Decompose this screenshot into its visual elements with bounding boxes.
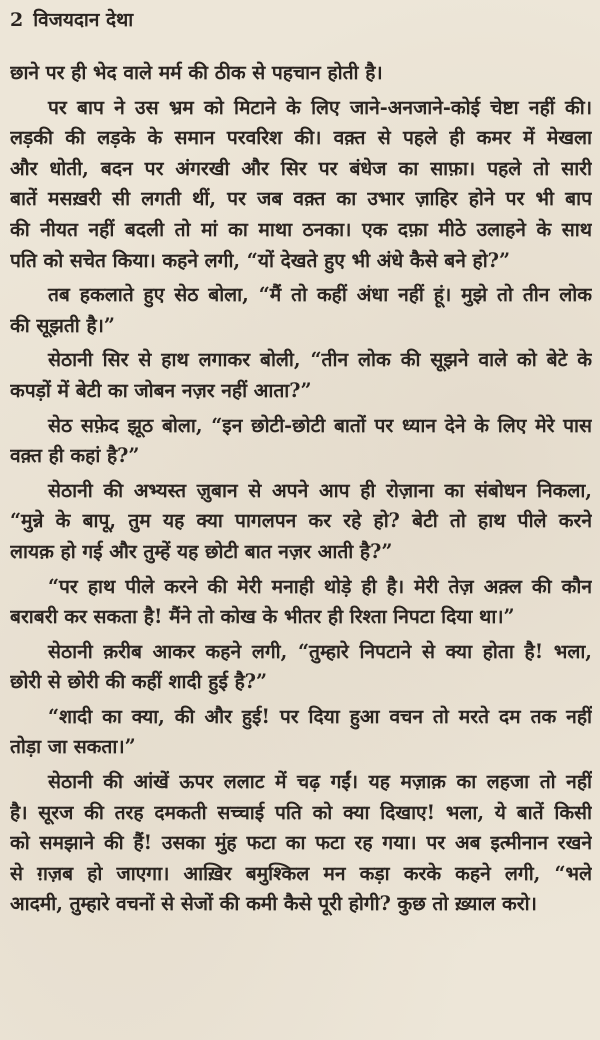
text-line: सेठानी की आंखें ऊपर ललाट में चढ़ गईं। यह मज़ाक़ का लहजा तो नहीं bbox=[48, 770, 592, 794]
text-line: पति को सचेत किया। कहने लगी, “यों देखते हुए भी अंधे कैसे बने हो?” bbox=[10, 248, 510, 272]
text-line: लायक़ हो गई और तुम्हें यह छोटी बात नज़र आती है?” bbox=[10, 539, 393, 563]
body-text bbox=[10, 58, 592, 920]
text-line: और धोती, बदन पर अंगरखी और सिर पर बंधेज का साफ़ा। पहले तो सारी bbox=[10, 156, 592, 180]
author-name: विजयदान देथा bbox=[33, 9, 134, 31]
text-line: तोड़ा जा सकता।” bbox=[10, 735, 136, 759]
text-line: को समझाने की हैं! उसका मुंह फटा का फटा रह गया। पर अब इत्मीनान रखने bbox=[10, 831, 592, 855]
text-line: है। सूरज की तरह दमकती सच्चाई पति को क्या दिखाए! भला, ये बातें किसी bbox=[10, 800, 592, 824]
text-line: लड़की की लड़के के समान परवरिश की। वक़्त से पहले ही कमर में मेखला bbox=[10, 126, 592, 150]
text-line: “शादी का क्या, की और हुई! पर दिया हुआ वचन तो मरते दम तक नहीं bbox=[48, 704, 592, 728]
text-line: से ग़ज़ब हो जाएगा। आख़िर बमुश्किल मन कड़ा करके कहने लगी, “भले bbox=[10, 861, 592, 885]
text-line: तब हकलाते हुए सेठ बोला, “मैं तो कहीं अंधा नहीं हूं। मुझे तो तीन लोक bbox=[48, 283, 592, 307]
running-header bbox=[10, 8, 133, 32]
text-line: बातें मसख़री सी लगती थीं, पर जब वक़्त का उभार ज़ाहिर होने पर भी बाप bbox=[10, 187, 592, 211]
text-line: वक़्त ही कहां है?” bbox=[10, 444, 140, 468]
page-number: 2 bbox=[10, 9, 24, 31]
text-line: कपड़ों में बेटी का जोबन नज़र नहीं आता?” bbox=[10, 378, 312, 402]
text-line: छाने पर ही भेद वाले मर्म की ठीक से पहचान होती है। bbox=[10, 61, 383, 84]
text-line: “मुन्ने के बापू, तुम यह क्या पागलपन कर रहे हो? बेटी तो हाथ पीले करने bbox=[10, 509, 592, 533]
text-line: सेठ सफ़ेद झूठ बोला, “इन छोटी-छोटी बातों पर ध्यान देने के लिए मेरे पास bbox=[48, 413, 592, 437]
text-line: पर बाप ने उस भ्रम को मिटाने के लिए जाने-अनजाने-कोई चेष्टा नहीं की। bbox=[48, 95, 592, 119]
text-line: सेठानी की अभ्यस्त ज़ुबान से अपने आप ही रोज़ाना का संबोधन निकला, bbox=[48, 478, 592, 502]
text-line: बराबरी कर सकता है! मैंने तो कोख के भीतर ही रिश्ता निपटा दिया था।” bbox=[10, 605, 515, 629]
text-line: आदमी, तुम्हारे वचनों से सेजों की कमी कैसे पूरी होगी? कुछ तो ख़्याल करो। bbox=[10, 892, 537, 916]
text-line: की सूझती है।” bbox=[10, 313, 115, 337]
text-line: की नीयत नहीं बदली तो मां का माथा ठनका। एक दफ़ा मीठे उलाहने के साथ bbox=[10, 217, 592, 241]
text-line: सेठानी सिर से हाथ लगाकर बोली, “तीन लोक की सूझने वाले को बेटे के bbox=[48, 348, 592, 372]
text-line: “पर हाथ पीले करने की मेरी मनाही थोड़े ही है। मेरी तेज़ अक़्ल की कौन bbox=[48, 574, 592, 598]
text-line: छोरी से छोरी की कहीं शादी हुई है?” bbox=[10, 670, 268, 694]
text-line: सेठानी क़रीब आकर कहने लगी, “तुम्हारे निपटाने से क्या होता है! भला, bbox=[48, 639, 592, 663]
